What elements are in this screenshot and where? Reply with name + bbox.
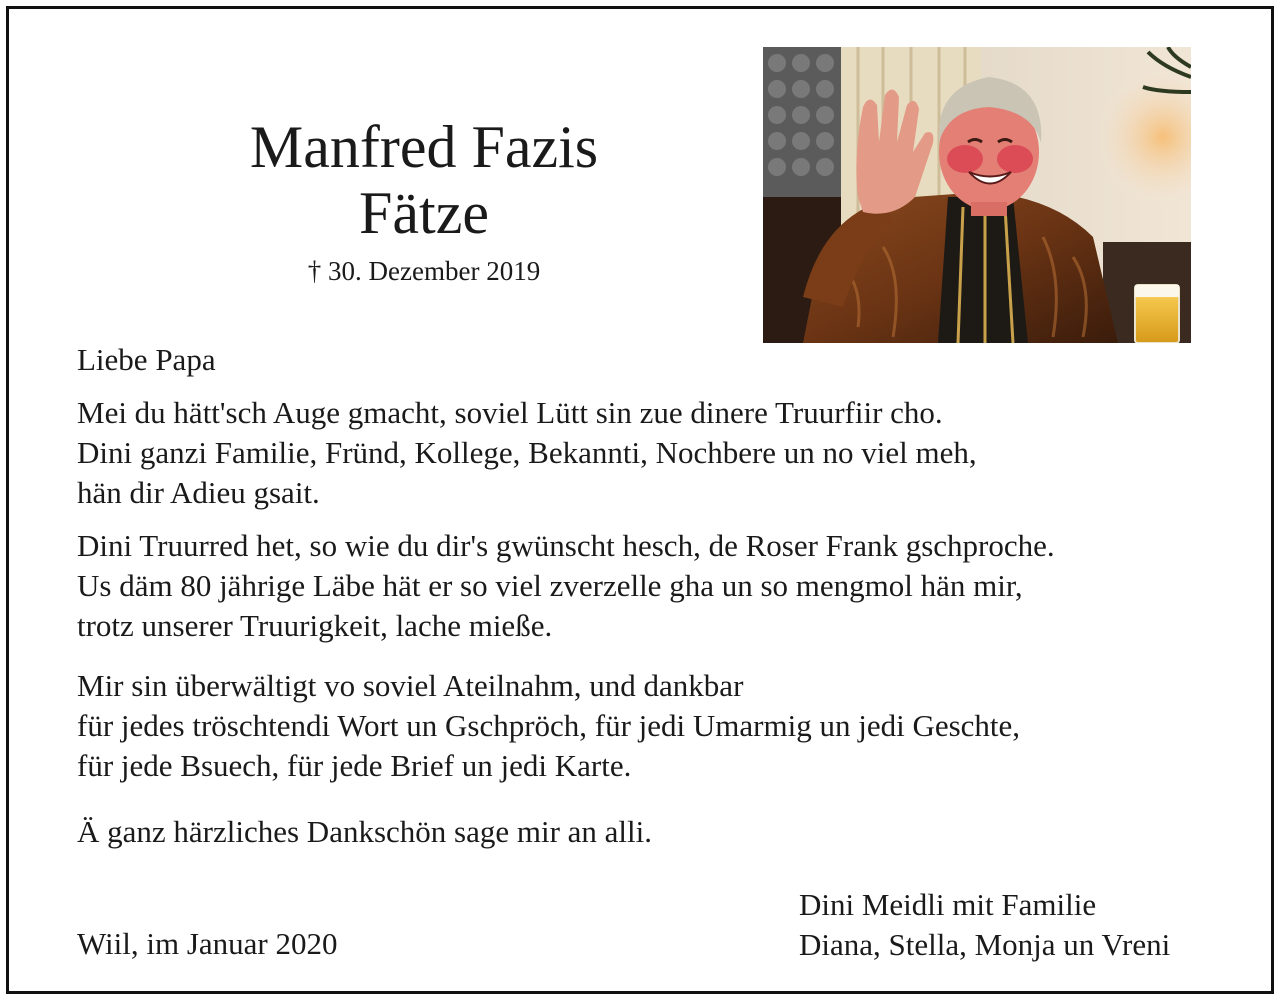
paragraph-line: trotz unserer Truurigkeit, lache mieße. <box>77 608 553 643</box>
obituary-notice <box>6 6 1274 994</box>
death-date: † 30. Dezember 2019 <box>307 256 541 286</box>
portrait-photo <box>763 47 1191 343</box>
paragraph-line: Dini Truurred het, so wie du dir's gwünscht hesch, de Roser Frank gschproche. <box>77 528 1055 563</box>
paragraph-4 <box>77 812 1237 852</box>
paragraph-line: Us däm 80 jährige Läbe hät er so viel zverzelle gha un so mengmol hän mir, <box>77 568 1023 603</box>
portrait-photo-icon <box>763 47 1191 343</box>
paragraph-line: Ä ganz härzliches Dankschön sage mir an alli. <box>77 814 653 849</box>
name-block <box>129 114 719 288</box>
paragraph-line: Dini ganzi Familie, Fründ, Kollege, Bekannti, Nochbere un no viel meh, <box>77 435 977 470</box>
place-date: Wiil, im Januar 2020 <box>77 926 338 961</box>
paragraph-line: für jedes tröschtendi Wort un Gschpröch, für jedi Umarmig un jedi Geschte, <box>77 708 1021 743</box>
paragraph-line: Mei du hätt'sch Auge gmacht, soviel Lütt sin zue dinere Truurfiir cho. <box>77 395 943 430</box>
name-line-2: Fätze <box>359 180 489 246</box>
deceased-name <box>129 114 719 246</box>
paragraph-line: für jede Bsuech, für jede Brief un jedi Karte. <box>77 748 632 783</box>
signature-line-1: Dini Meidli mit Familie <box>799 887 1097 922</box>
signature <box>799 885 1170 965</box>
paragraph-3 <box>77 666 1237 786</box>
message-body <box>77 340 1237 865</box>
name-line-1: Manfred Fazis <box>249 114 599 180</box>
paragraph-line: Mir sin überwältigt vo soviel Ateilnahm, und dankbar <box>77 668 744 703</box>
salutation: Liebe Papa <box>77 342 216 377</box>
paragraph-2 <box>77 526 1237 646</box>
paragraph-1 <box>77 393 1237 513</box>
paragraph-line: hän dir Adieu gsait. <box>77 475 320 510</box>
signature-line-2: Diana, Stella, Monja un Vreni <box>799 927 1171 962</box>
